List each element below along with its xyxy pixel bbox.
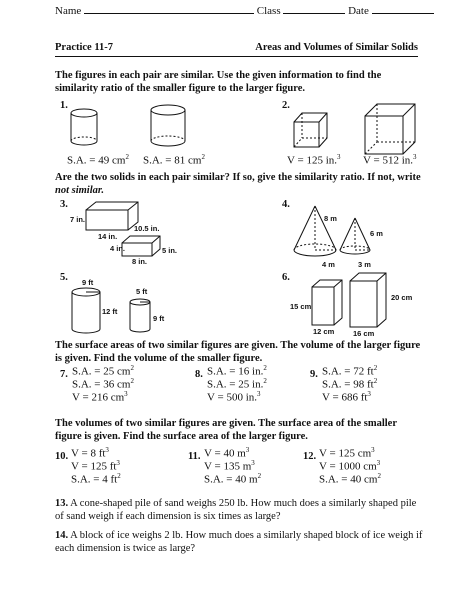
problem-5-number: 5. xyxy=(60,272,68,283)
p3-label-5in: 5 in. xyxy=(162,246,178,255)
p5-label-12ft: 12 ft xyxy=(102,307,118,316)
p5-label-9ft-b: 9 ft xyxy=(153,314,165,323)
p4-label-8m: 8 m xyxy=(324,214,337,223)
problem-7: 7. S.A. = 25 $cm^2$ S.A. = 36 $cm^2$ V = 216 $cm^3$ xyxy=(60,364,134,404)
problem-2-right: V = 512 in.$^3$ xyxy=(363,153,417,167)
p4-label-4m: 4 m xyxy=(322,260,335,269)
problem-14: 14. A block of ice weighs 2 lb. How much does a similarly shaped block of ice weigh if each dimension is twice as large? xyxy=(55,530,423,554)
problem-2-number: 2. xyxy=(282,100,290,111)
p4-label-6m: 6 m xyxy=(370,229,383,238)
problem-3-number: 3. xyxy=(60,199,68,210)
p3-label-7in: 7 in. xyxy=(70,215,86,224)
p6-label-16cm: 16 cm xyxy=(353,329,375,338)
problem-13: 13. A cone-shaped pile of sand weighs 250 lb. How much does a similarly shaped pile of sand weigh if each dimension is six times as large? xyxy=(55,498,417,522)
p3-label-14in: 14 in. xyxy=(98,232,118,241)
problem-4-number: 4. xyxy=(282,199,290,210)
p5-label-9ft: 9 ft xyxy=(82,278,94,287)
problem-8: 8. S.A. = 16 in.$^2$ S.A. = 25 in.$^2$ V = 500 in.$^3$ xyxy=(195,364,267,404)
class-label: Class xyxy=(256,5,281,17)
problem-10: 10. V = 8 $ft^3$ V = 125 $ft^3$ S.A. = 4 $ft^2$ xyxy=(55,446,121,486)
p5-label-5ft: 5 ft xyxy=(136,287,148,296)
problem-9: 9. S.A. = 72 $ft^2$ S.A. = 98 $ft^2$ V = 686 $ft^3$ xyxy=(310,364,378,404)
practice-title: Practice 11-7 xyxy=(55,42,114,53)
problem-11: 11. V = 40 $m^3$ V = 135 $m^3$ S.A. = 40 $m^2$ xyxy=(188,446,262,486)
topic-title: Areas and Volumes of Similar Solids xyxy=(255,42,418,53)
problem-6-number: 6. xyxy=(282,272,290,283)
name-label: Name xyxy=(55,5,82,17)
section4-instruction: The volumes of two similar figures are given. The surface area of the smaller figure is given. Find the surface area of the larger figure. xyxy=(55,418,397,442)
p4-label-3m: 3 m xyxy=(358,260,371,269)
p6-label-15cm: 15 cm xyxy=(290,302,312,311)
p3-label-4in: 4 in. xyxy=(110,244,126,253)
p3-label-10-5in: 10.5 in. xyxy=(134,224,160,233)
p3-label-8in: 8 in. xyxy=(132,257,148,266)
problem-1-left: S.A. = 49 $cm^2$ xyxy=(67,153,129,167)
section3-instruction: The surface areas of two similar figures are given. The volume of the larger figure is given. Find the volume of the smaller figure. xyxy=(55,340,421,364)
date-label: Date xyxy=(348,5,369,17)
section1-instruction: The figures in each pair are similar. Use the given information to find the similarity ratio of the smaller figure to the larger figure. xyxy=(55,70,382,94)
p6-label-20cm: 20 cm xyxy=(391,293,413,302)
problem-1-number: 1. xyxy=(60,100,68,111)
problem-2-left: V = 125 in.$^3$ xyxy=(287,153,341,167)
problem-1-right: S.A. = 81 $cm^2$ xyxy=(143,153,205,167)
problem-12: 12. V = 125 $cm^3$ V = 1000 $cm^3$ S.A. = 40 $cm^2$ xyxy=(303,446,381,486)
p6-label-12cm: 12 cm xyxy=(313,327,335,336)
section2-instruction: Are the two solids in each pair similar? If so, give the similarity ratio. If not, write not similar. xyxy=(55,172,421,196)
